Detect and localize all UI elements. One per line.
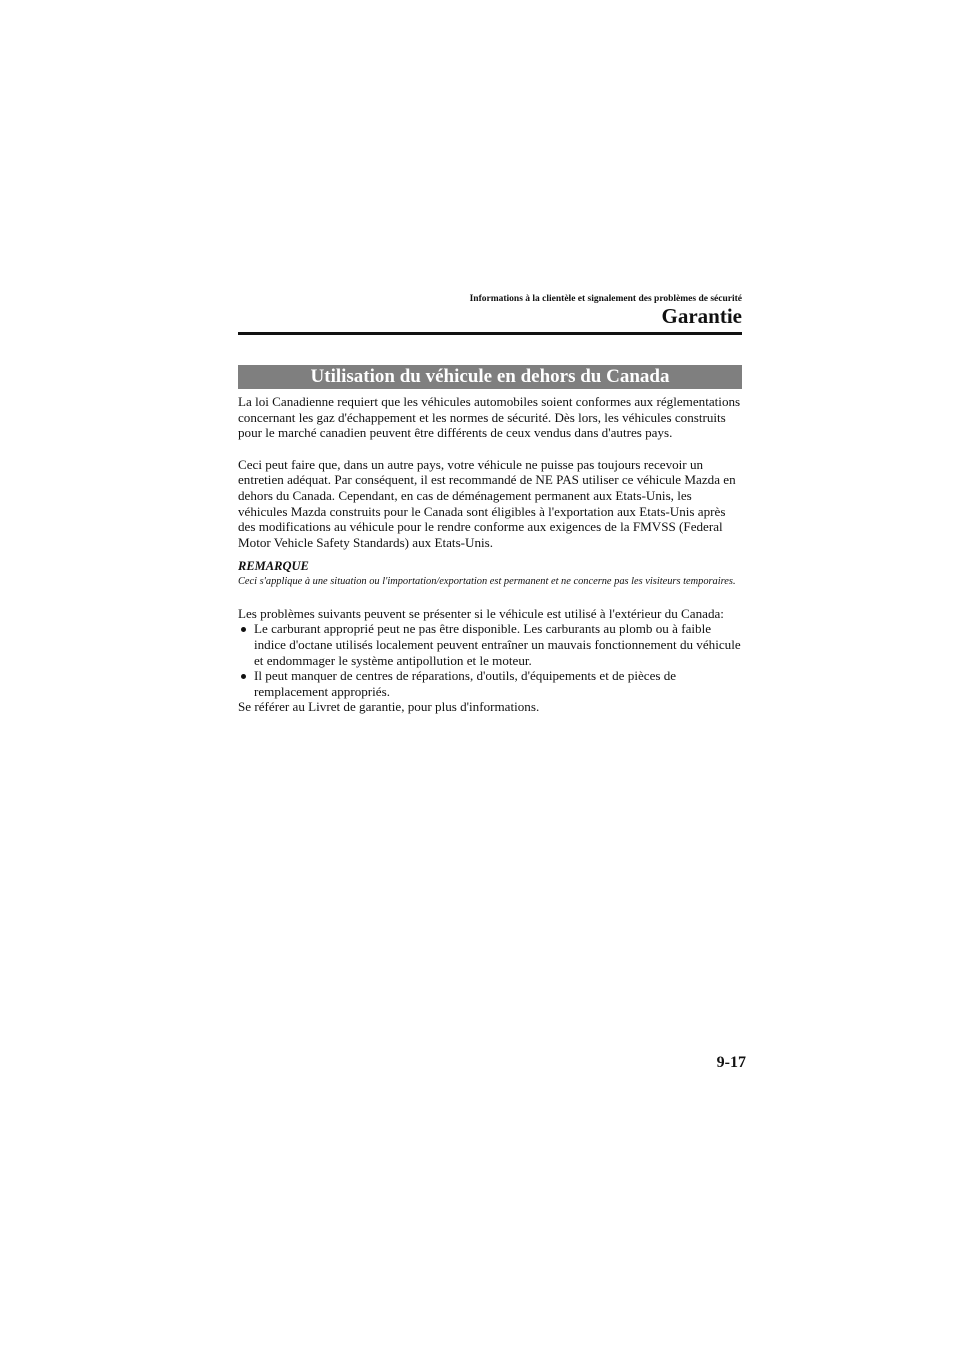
- header-rule: [238, 332, 742, 335]
- bullet-icon: [241, 674, 246, 679]
- paragraph-2: Ceci peut faire que, dans un autre pays, votre véhicule ne puisse pas toujours recevoir un entretien adéquat. Par conséquent, il est recommandé de NE PAS utiliser ce véhicule Mazda en dehors du Canada. Cependant, en cas de déménagement permanent aux Etats-Unis, les véhicules Mazda construits pour le Canada sont éligibles à l'exportation aux Etats-Unis après des modifications au véhicule pour le rendre conforme aux exigences de la FMVSS (Federal Motor Vehicle Safety Standards) aux Etats-Unis.: [238, 456, 736, 550]
- list-item: [238, 621, 742, 668]
- list-intro: Les problèmes suivants peuvent se présenter si le véhicule est utilisé à l'extérieur du Canada:: [238, 605, 724, 621]
- article-body: [238, 394, 742, 715]
- paragraph-1: La loi Canadienne requiert que les véhicules automobiles soient conformes aux réglementations concernant les gaz d'échappement et les normes de sécurité. Dès lors, les véhicules construits pour le marché canadien peuvent être différents de ceux vendus dans d'autres pays.: [238, 394, 741, 441]
- note-title: REMARQUE: [238, 559, 309, 574]
- list-item: [238, 668, 742, 699]
- section-title: Garantie: [661, 304, 742, 328]
- chapter-title: Informations à la clientèle et signalement des problèmes de sécurité: [469, 294, 742, 304]
- closing-text: Se référer au Livret de garantie, pour plus d'informations.: [238, 699, 540, 715]
- list-item-text: Il peut manquer de centres de réparations, d'outils, d'équipements et de pièces de remplacement appropriés.: [254, 668, 677, 699]
- bullet-icon: [241, 627, 246, 632]
- page-number: 9-17: [716, 1054, 746, 1071]
- problem-list: [238, 621, 742, 699]
- list-item-text: Le carburant approprié peut ne pas être disponible. Les carburants au plomb ou à faible indice d'octane utilisés localement peuvent entraîner un mauvais fonctionnement du véhicule et endommager le système antipollution et le moteur.: [254, 621, 741, 668]
- article-heading: Utilisation du véhicule en dehors du Canada: [238, 365, 742, 389]
- note-text: Ceci s'applique à une situation ou l'importation/exportation est permanent et ne concerne pas les visiteurs temporaires.: [238, 576, 736, 588]
